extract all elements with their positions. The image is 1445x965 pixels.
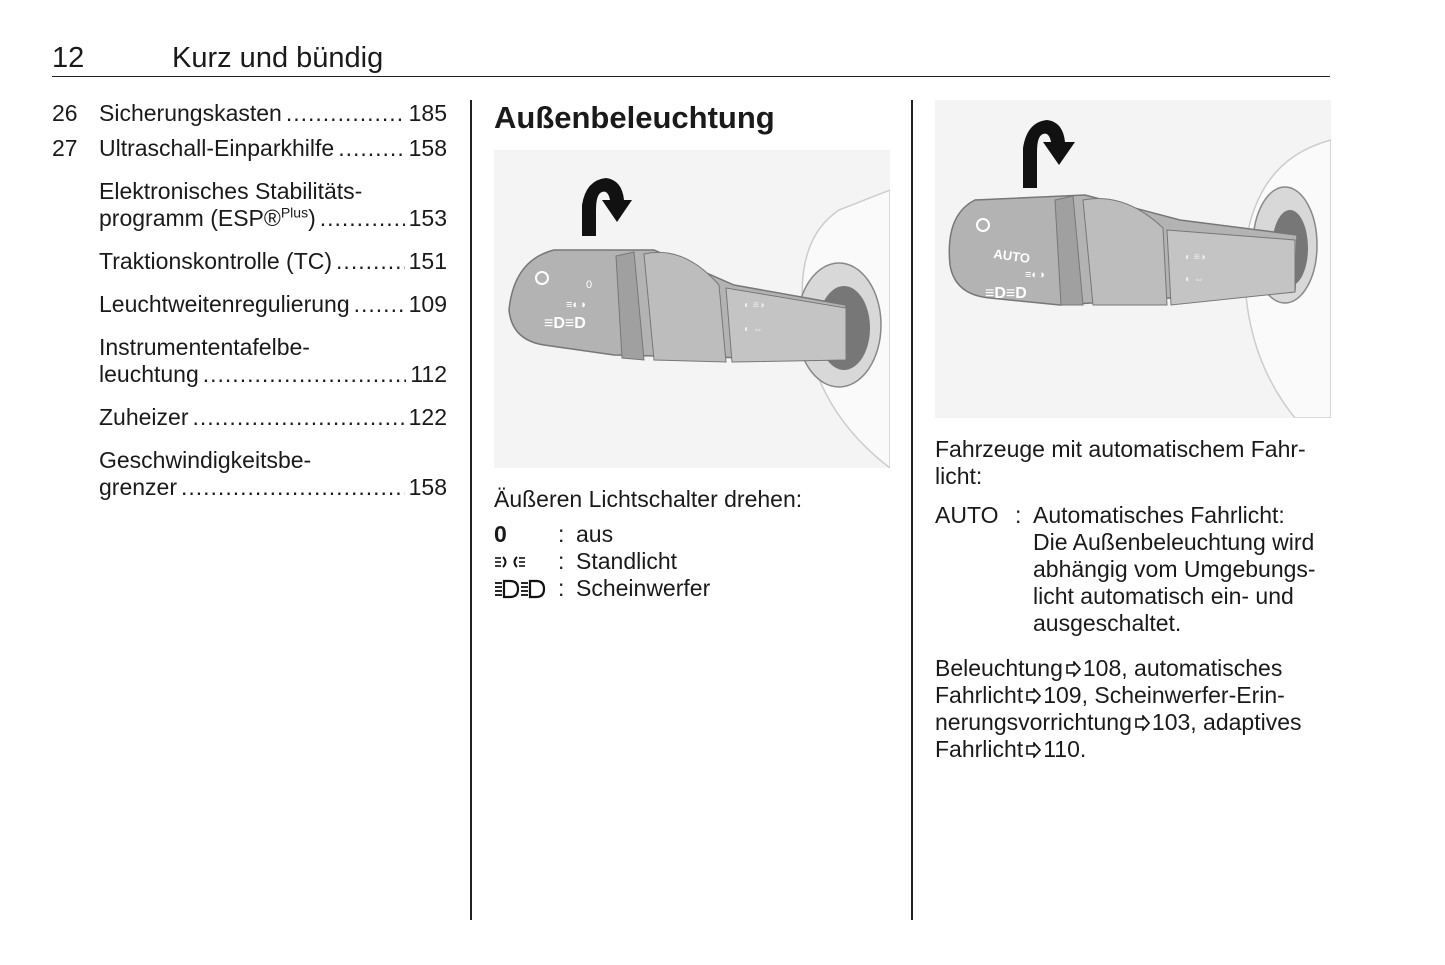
auto-description: Automatisches Fahrlicht: Die Außenbeleuchtung wird abhängig vom Umgebungs- licht automatisch ein- und ausgeschaltet. bbox=[1033, 502, 1316, 636]
chapter-title: Kurz und bündig bbox=[172, 42, 384, 74]
svg-text:≡◐◑: ≡◐◑ bbox=[566, 299, 586, 311]
svg-text:◐ ⇔: ◐ ⇔ bbox=[744, 324, 763, 335]
light-switch-illustration bbox=[494, 150, 890, 468]
svg-text:≡D≡D: ≡D≡D bbox=[985, 285, 1027, 302]
intro-line: licht: bbox=[935, 463, 983, 489]
switch-zero-label: 0 bbox=[586, 279, 593, 291]
toc-entry[interactable] bbox=[52, 404, 447, 431]
references-paragraph: Beleuchtung 108, automatisches Fahrlicht 109, Scheinwerfer-Erin- nerungsvorrichtung 103, adaptives Fahrlicht 110. bbox=[935, 655, 1302, 762]
toc-page: 112 bbox=[410, 361, 447, 387]
toc-label: grenzer bbox=[99, 474, 177, 500]
toc-label: Ultraschall-Einparkhilfe bbox=[99, 135, 335, 161]
column-divider bbox=[911, 100, 913, 920]
toc-column bbox=[52, 100, 447, 517]
toc-label: Zuheizer bbox=[99, 404, 189, 430]
toc-label: programm (ESP®$^{Plus}$) bbox=[99, 204, 316, 231]
column-divider bbox=[470, 100, 472, 920]
reference-arrow-icon[interactable] bbox=[1065, 661, 1081, 677]
intro-line: Fahrzeuge mit automatischem Fahr- bbox=[935, 436, 1306, 462]
toc-entry[interactable] bbox=[52, 291, 447, 318]
toc-entry[interactable] bbox=[52, 135, 447, 162]
colon: : bbox=[558, 548, 565, 574]
svg-text:◐ ⇔: ◐ ⇔ bbox=[1185, 274, 1204, 285]
switch-auto-label: AUTO bbox=[992, 246, 1031, 267]
auto-definition bbox=[935, 502, 1331, 637]
toc-label: Traktionskontrolle (TC) bbox=[99, 248, 333, 274]
intro-paragraph bbox=[935, 436, 1331, 490]
auto-key: AUTO bbox=[935, 502, 999, 528]
auto-light-switch-illustration bbox=[935, 100, 1331, 418]
svg-text:◐ ≡◑: ◐ ≡◑ bbox=[1185, 252, 1206, 263]
page-number: 12 bbox=[52, 42, 85, 74]
reference-arrow-icon[interactable] bbox=[1025, 688, 1041, 704]
auto-light-column bbox=[935, 100, 1331, 763]
symbol-row bbox=[494, 521, 890, 548]
symbol-row bbox=[494, 548, 890, 575]
toc-label-line1: Instrumententafelbe- bbox=[99, 334, 310, 360]
toc-page: 185 bbox=[408, 100, 447, 126]
symbol-row bbox=[494, 575, 890, 602]
toc-entry[interactable] bbox=[52, 178, 447, 232]
toc-entry[interactable] bbox=[52, 100, 447, 127]
exterior-lighting-column bbox=[494, 100, 890, 602]
page-reference[interactable]: 109, Scheinwerfer-Erin- bbox=[1043, 682, 1285, 708]
lead-text: Äußeren Lichtschalter drehen: bbox=[494, 486, 803, 512]
toc-number: 26 bbox=[52, 100, 78, 126]
headlight-icon bbox=[494, 575, 558, 602]
toc-page: 153 bbox=[408, 205, 447, 231]
toc-label: Leuchtweitenregulierung bbox=[99, 291, 350, 317]
toc-page: 122 bbox=[408, 404, 447, 430]
zero-symbol: 0 bbox=[494, 521, 507, 547]
svg-text:◐ ≡◑: ◐ ≡◑ bbox=[744, 300, 765, 311]
toc-page: 109 bbox=[408, 291, 447, 317]
page-reference[interactable]: 110. bbox=[1043, 736, 1087, 762]
toc-entry[interactable] bbox=[52, 447, 447, 501]
symbol-label: Scheinwerfer bbox=[576, 575, 711, 601]
toc-number: 27 bbox=[52, 135, 78, 161]
symbol-label: aus bbox=[576, 521, 614, 547]
page-reference[interactable]: 103, adaptives bbox=[1151, 709, 1302, 735]
svg-text:≡◐◑: ≡◐◑ bbox=[1025, 269, 1045, 281]
toc-label-line1: Elektronisches Stabilitäts- bbox=[99, 178, 363, 204]
symbol-label: Standlicht bbox=[576, 548, 678, 574]
toc-page: 158 bbox=[408, 135, 447, 161]
toc-entry[interactable] bbox=[52, 248, 447, 275]
toc-label: Sicherungskasten bbox=[99, 100, 282, 126]
toc-page: 151 bbox=[408, 248, 447, 274]
colon: : bbox=[558, 575, 565, 601]
parking-light-icon bbox=[494, 548, 558, 575]
colon: : bbox=[1015, 502, 1022, 528]
section-title: Außenbeleuchtung bbox=[494, 100, 775, 135]
reference-arrow-icon[interactable] bbox=[1134, 715, 1150, 731]
toc-superscript: Plus bbox=[280, 204, 309, 221]
reference-arrow-icon[interactable] bbox=[1025, 742, 1041, 758]
toc-label-line1: Geschwindigkeitsbe- bbox=[99, 447, 312, 473]
toc-entry[interactable] bbox=[52, 334, 447, 388]
colon: : bbox=[558, 521, 565, 547]
page-reference[interactable]: 108, automatisches bbox=[1082, 655, 1283, 681]
toc-page: 158 bbox=[408, 474, 447, 500]
svg-text:≡D≡D: ≡D≡D bbox=[544, 315, 586, 332]
page-header bbox=[52, 40, 1330, 77]
toc-label: leuchtung bbox=[99, 361, 199, 387]
